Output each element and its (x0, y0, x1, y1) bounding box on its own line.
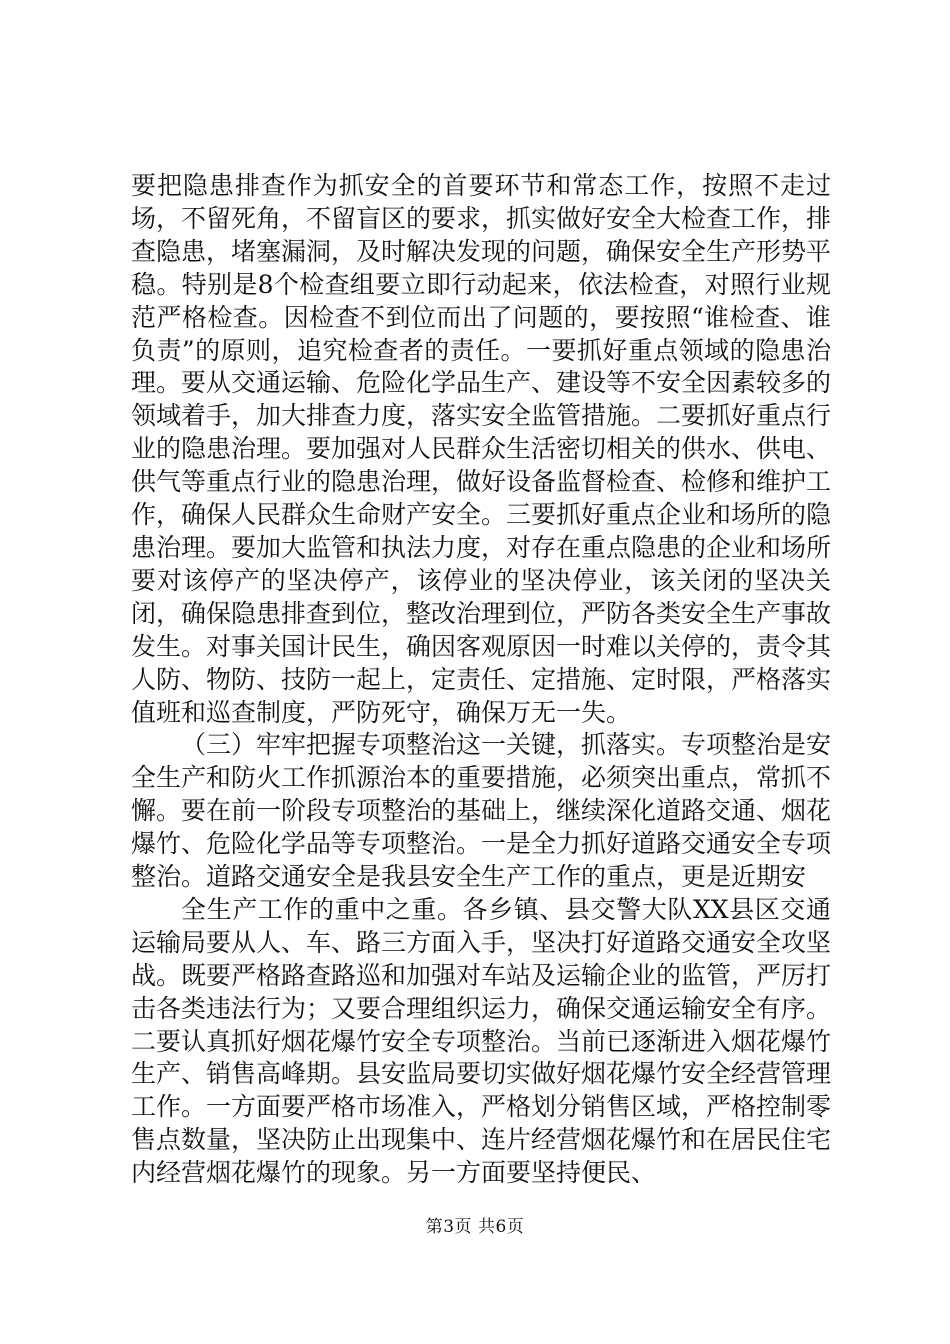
paragraph-hazard-inspection: 要把隐患排查作为抓安全的首要环节和常态工作，按照不走过场，不留死角，不留盲区的要求，抓实做好安全大检查工作，排查隐患，堵塞漏洞，及时解决发现的问题，确保安全生产形势平稳。特别是8个检查组要立即行动起来，依法检查，对照行业规范严格检查。因检查不到位而出了问题的，要按照“谁检查、谁负责”的原则，追究检查者的责任。一要抓好重点领域的隐患治理。要从交通运输、危险化学品生产、建设等不安全因素较多的领域着手，加大排查力度，落实安全监管措施。二要抓好重点行业的隐患治理。要加强对人民群众生活密切相关的供水、供电、供气等重点行业的隐患治理，做好设备监督检查、检修和维护工作，确保人民群众生命财产安全。三要抓好重点企业和场所的隐患治理。要加大监管和执法力度，对存在重点隐患的企业和场所要对该停产的坚决停产，该停业的坚决停业，该关闭的坚决关闭，确保隐患排查到位，整改治理到位，严防各类安全生产事故发生。对事关国计民生，确因客观原因一时难以关停的，责令其人防、物防、技防一起上，定责任、定措施、定时限，严格落实值班和巡查制度，严防死守，确保万无一失。 (131, 171, 832, 727)
paragraph-road-traffic-fireworks: 全生产工作的重中之重。各乡镇、县交警大队XX县区交通运输局要从人、车、路三方面入手，坚决打好道路交通安全攻坚战。既要严格路查路巡和加强对车站及运输企业的监管，严厉打击各类违法行为；又要合理组织运力，确保交通运输安全有序。二要认真抓好烟花爆竹安全专项整治。当前已逐渐进入烟花爆竹生产、销售高峰期。县安监局要切实做好烟花爆竹安全经营管理工作。一方面要严格市场准入，严格划分销售区域，严格控制零售点数量，坚决防止出现集中、连片经营烟花爆竹和在居民住宅内经营烟花爆竹的现象。另一方面要坚持便民、 (131, 894, 832, 1188)
paragraph-special-rectification: （三）牢牢把握专项整治这一关键，抓落实。专项整治是安全生产和防火工作抓源治本的重要措施，必须突出重点，常抓不懈。要在前一阶段专项整治的基础上，继续深化道路交通、烟花爆竹、危险化学品等专项整治。一是全力抓好道路交通安全专项整治。道路交通安全是我县安全生产工作的重点，更是近期安 (131, 730, 832, 892)
document-body (131, 170, 831, 1190)
page-number-footer: 第3页 共6页 (425, 1217, 525, 1237)
